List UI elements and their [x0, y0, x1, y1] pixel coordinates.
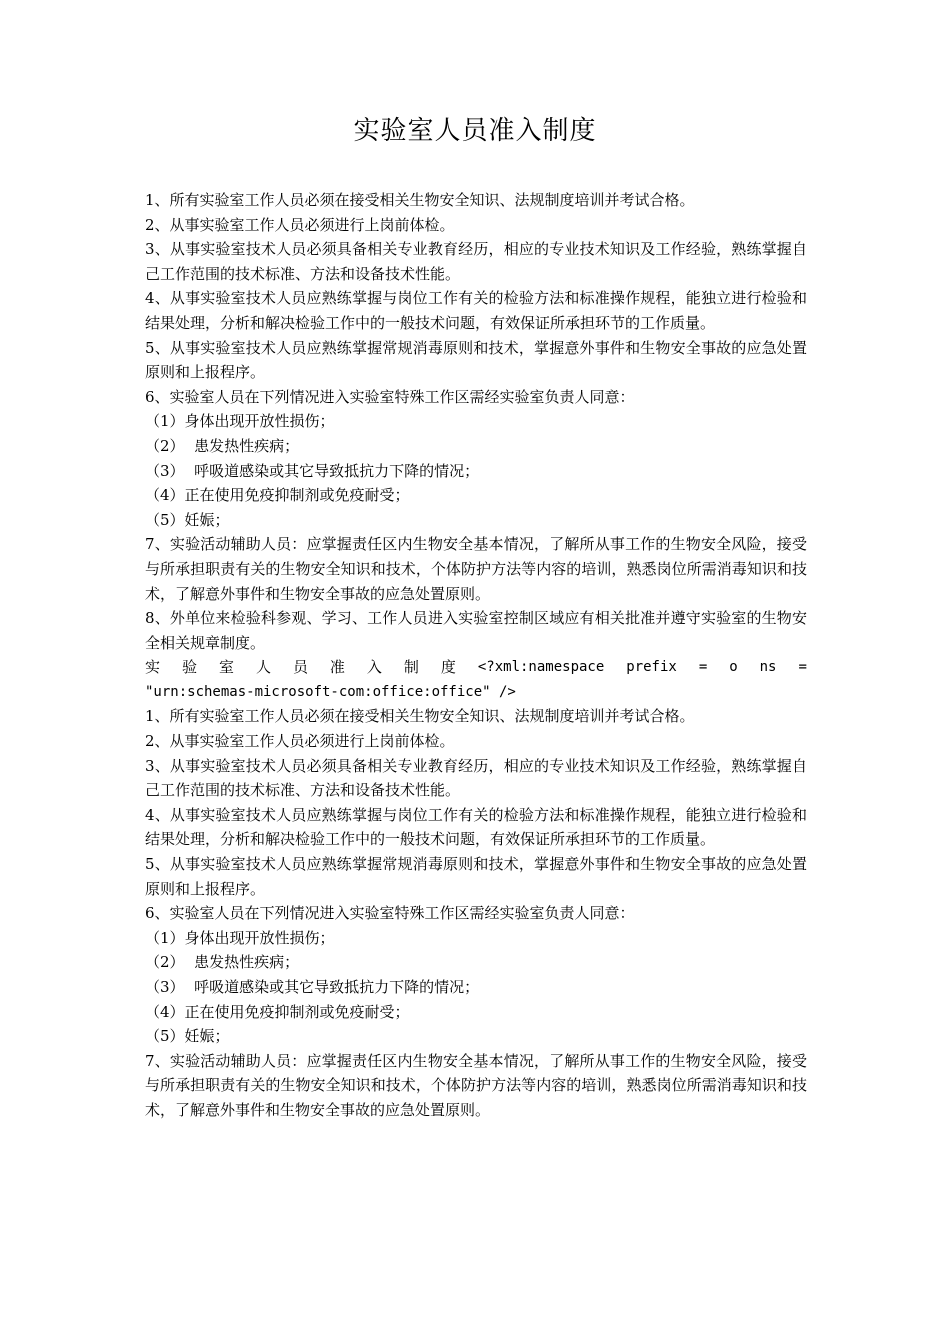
paragraph: 4、从事实验室技术人员应熟练掌握与岗位工作有关的检验方法和标准操作规程，能独立进行检验和结果处理，分析和解决检验工作中的一般技术问题，有效保证所承担环节的工作质量。 — [145, 805, 807, 849]
repeat-token: <?xml:namespace — [477, 659, 605, 676]
paragraph: 3、从事实验室技术人员必须具备相关专业教育经历，相应的专业技术知识及工作经验，熟练掌握自己工作范围的技术标准、方法和设备技术性能。 — [145, 756, 807, 800]
document-body — [145, 188, 807, 1123]
paragraph: 7、实验活动辅助人员：应掌握责任区内生物安全基本情况，了解所从事工作的生物安全风险，接受与所承担职责有关的生物安全知识和技术，个体防护方法等内容的培训，熟悉岗位所需消毒知识和技术，了解意外事件和生物安全事故的应急处置原则。 — [145, 535, 807, 603]
repeat-token: o — [729, 659, 738, 676]
repeat-token: 人 — [255, 658, 271, 677]
repeat-token: 实 — [145, 658, 161, 677]
list-item: （2） 患发热性疾病； — [145, 436, 300, 455]
paragraph: 2、从事实验室工作人员必须进行上岗前体检。 — [145, 732, 455, 751]
paragraph: 4、从事实验室技术人员应熟练掌握与岗位工作有关的检验方法和标准操作规程，能独立进行检验和结果处理，分析和解决检验工作中的一般技术问题，有效保证所承担环节的工作质量。 — [145, 289, 807, 332]
paragraph: 8、外单位来检验科参观、学习、工作人员进入实验室控制区域应有相关批准并遵守实验室的生物安全相关规章制度。 — [145, 609, 807, 652]
repeat-token: 度 — [440, 658, 456, 677]
xml-residue-line: "urn:schemas-microsoft-com:office:office" /> — [145, 683, 516, 700]
repeat-token: 准 — [329, 658, 345, 677]
paragraph: 2、从事实验室工作人员必须进行上岗前体检。 — [145, 215, 455, 234]
list-item: （1）身体出现开放性损伤； — [145, 412, 335, 431]
repeat-token: 员 — [292, 658, 308, 677]
list-item: （3） 呼吸道感染或其它导致抵抗力下降的情况； — [145, 461, 480, 480]
repeat-token: prefix — [626, 659, 677, 676]
list-item: （2） 患发热性疾病； — [145, 953, 300, 972]
repeat-token: = — [698, 659, 708, 676]
paragraph: 3、从事实验室技术人员必须具备相关专业教育经历，相应的专业技术知识及工作经验，熟练掌握自己工作范围的技术标准、方法和设备技术性能。 — [145, 240, 807, 283]
repeat-token: 入 — [366, 658, 382, 677]
list-item: （4）正在使用免疫抑制剂或免疫耐受； — [145, 486, 410, 505]
list-item: （5）妊娠； — [145, 1027, 230, 1046]
repeat-token: = — [798, 659, 807, 676]
repeat-token: 制 — [403, 658, 419, 677]
page-title: 实验室人员准入制度 — [353, 116, 597, 146]
list-item: （3） 呼吸道感染或其它导致抵抗力下降的情况； — [145, 978, 480, 996]
list-item: （4）正在使用免疫抑制剂或免疫耐受； — [145, 1002, 410, 1021]
paragraph: 7、实验活动辅助人员：应掌握责任区内生物安全基本情况，了解所从事工作的生物安全风险，接受与所承担职责有关的生物安全知识和技术，个体防护方法等内容的培训，熟悉岗位所需消毒知识和技术，了解意外事件和生物安全事故的应急处置原则。 — [145, 1051, 807, 1119]
paragraph: 1、所有实验室工作人员必须在接受相关生物安全知识、法规制度培训并考试合格。 — [145, 707, 695, 726]
paragraph: 5、从事实验室技术人员应熟练掌握常规消毒原则和技术，掌握意外事件和生物安全事故的应急处置原则和上报程序。 — [145, 855, 807, 898]
list-item: （1）身体出现开放性损伤； — [145, 928, 335, 947]
paragraph: 6、实验室人员在下列情况进入实验室特殊工作区需经实验室负责人同意： — [145, 387, 635, 406]
paragraph: 6、实验室人员在下列情况进入实验室特殊工作区需经实验室负责人同意： — [145, 904, 635, 923]
repeat-title-line — [145, 655, 807, 680]
repeat-token: 室 — [218, 658, 234, 677]
paragraph: 5、从事实验室技术人员应熟练掌握常规消毒原则和技术，掌握意外事件和生物安全事故的应急处置原则和上报程序。 — [145, 338, 807, 382]
repeat-token: 验 — [181, 658, 197, 677]
repeat-token: ns — [759, 659, 777, 676]
list-item: （5）妊娠； — [145, 510, 230, 529]
paragraph: 1、所有实验室工作人员必须在接受相关生物安全知识、法规制度培训并考试合格。 — [145, 191, 695, 209]
